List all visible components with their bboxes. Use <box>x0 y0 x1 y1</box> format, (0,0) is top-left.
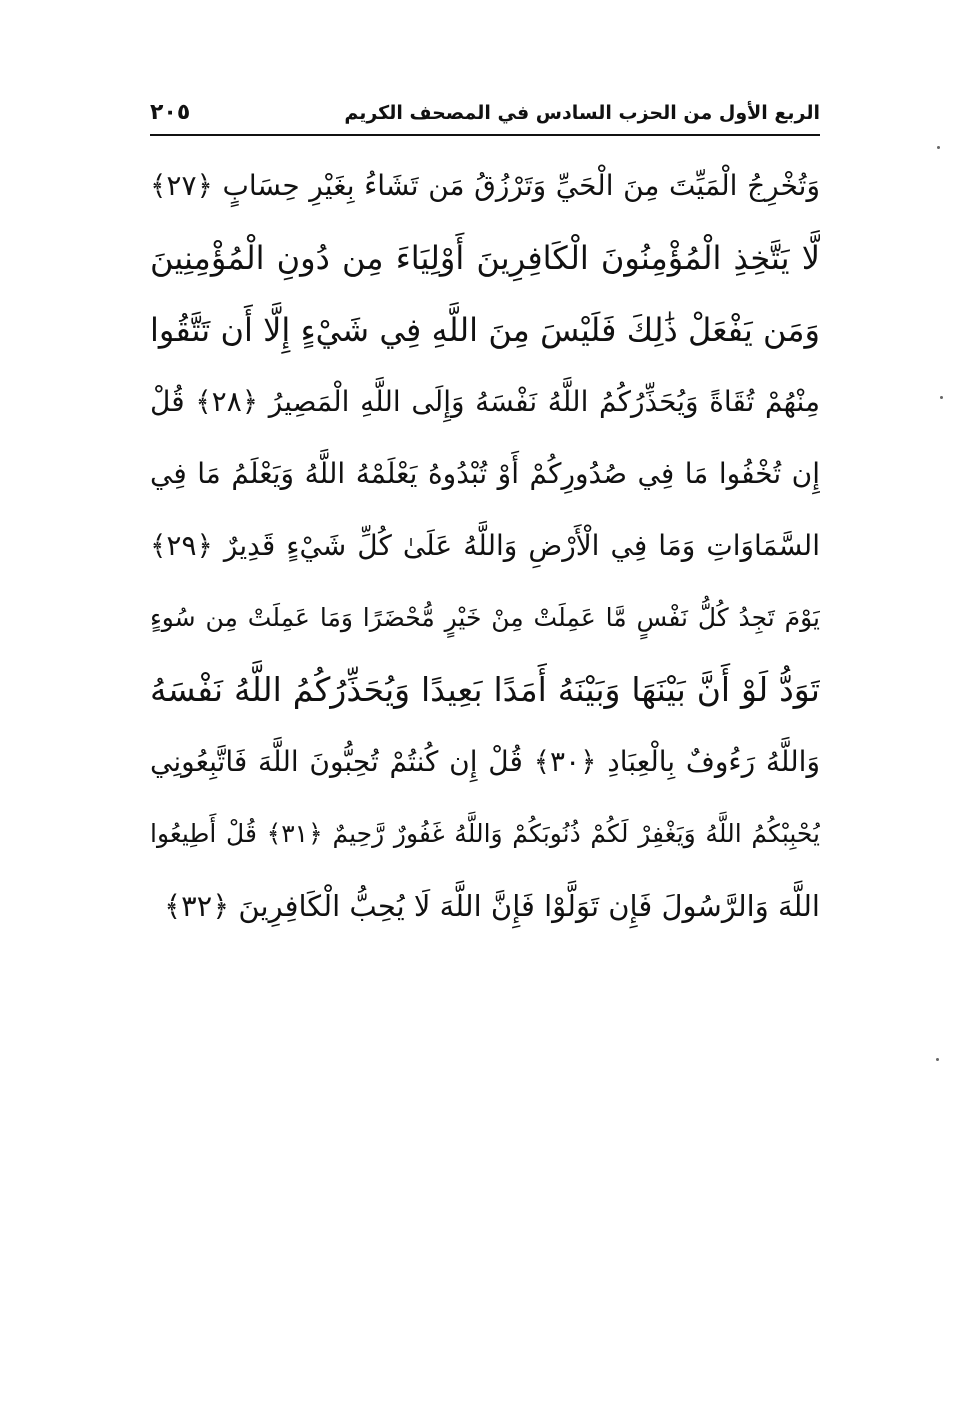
verse-line: وَاللَّهُ رَءُوفٌ بِالْعِبَادِ ﴿٣٠﴾ قُلْ إِن كُنتُمْ تُحِبُّونَ اللَّهَ فَاتَّبِعُونِي <box>150 745 820 778</box>
header-divider <box>150 134 820 136</box>
verse-line: وَتُخْرِجُ الْمَيِّتَ مِنَ الْحَيِّ وَتَرْزُقُ مَن تَشَاءُ بِغَيْرِ حِسَابٍ ﴿٢٧﴾ <box>150 169 820 202</box>
verse-line: إِن تُخْفُوا مَا فِي صُدُورِكُمْ أَوْ تُبْدُوهُ يَعْلَمْهُ اللَّهُ وَيَعْلَمُ مَا فِي <box>150 457 820 490</box>
verse-line: لَّا يَتَّخِذِ الْمُؤْمِنُونَ الْكَافِرِينَ أَوْلِيَاءَ مِن دُونِ الْمُؤْمِنِينَ <box>150 239 820 277</box>
scan-speck <box>940 396 943 399</box>
verse-line: وَمَن يَفْعَلْ ذَٰلِكَ فَلَيْسَ مِنَ اللَّهِ فِي شَيْءٍ إِلَّا أَن تَتَّقُوا <box>150 311 820 349</box>
section-title: الربع الأول من الحزب السادس في المصحف الكريم <box>344 102 820 124</box>
verse-line: مِنْهُمْ تُقَاةً وَيُحَذِّرُكُمُ اللَّهُ نَفْسَهُ وَإِلَى اللَّهِ الْمَصِيرُ ﴿٢٨﴾ قُلْ <box>150 385 820 418</box>
verse-line: يُحْبِبْكُمُ اللَّهُ وَيَغْفِرْ لَكُمْ ذُنُوبَكُمْ وَاللَّهُ غَفُورٌ رَّحِيمٌ ﴿٣١﴾ قُلْ أَطِيعُوا <box>150 819 820 848</box>
scan-speck <box>937 146 940 149</box>
verse-line: اللَّهَ وَالرَّسُولَ فَإِن تَوَلَّوْا فَإِنَّ اللَّهَ لَا يُحِبُّ الْكَافِرِينَ ﴿٣٢﴾ <box>164 889 820 923</box>
verse-line: يَوْمَ تَجِدُ كُلُّ نَفْسٍ مَّا عَمِلَتْ مِنْ خَيْرٍ مُّحْضَرًا وَمَا عَمِلَتْ مِن سُوءٍ <box>150 603 820 632</box>
verse-line: تَوَدُّ لَوْ أَنَّ بَيْنَهَا وَبَيْنَهُ أَمَدًا بَعِيدًا وَيُحَذِّرُكُمُ اللَّهُ نَفْسَهُ <box>150 670 820 709</box>
verse-block <box>150 150 820 942</box>
page-header <box>150 96 820 136</box>
verse-line: السَّمَاوَاتِ وَمَا فِي الْأَرْضِ وَاللَّهُ عَلَىٰ كُلِّ شَيْءٍ قَدِيرٌ ﴿٢٩﴾ <box>150 529 820 562</box>
page-number: ٢٠٥ <box>150 100 191 125</box>
scan-speck <box>936 1058 939 1061</box>
